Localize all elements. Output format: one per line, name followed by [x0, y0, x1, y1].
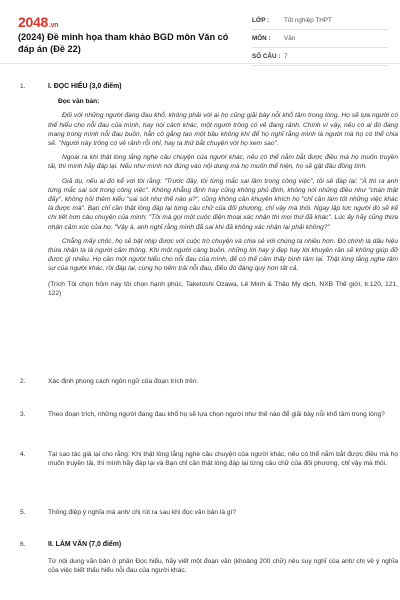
- question-number: 1.: [20, 83, 26, 90]
- meta-value: Tốt nghiệp THPT: [284, 17, 332, 24]
- passage-paragraph: Giả dụ, nếu ai đó kể với tôi rằng: "Trước đây, tôi từng mắc sai lầm trong công việc", tôi sẽ đáp lại: "À thì ra anh từng mắc sai sót trong công việc". Không khẳng định hay cũng không phủ định, không nói những điều như "chán thật đấy", không hỏi thêm kiểu "sai sót như thế nào ạ?", cũng không cần khuyên khích họ "chỉ cần làm tốt những việc khác là được mà". Bạn chỉ cần thật lòng đáp lại từng câu chữ của đối phương, chỉ vậy mà thôi. Ngay lập tức người đó sẽ kể chi tiết hơn câu chuyện của mình: "Tôi mà gọi một cuộc điện thoại xác nhận thì mọi thứ đã khác". Lúc ấy hãy cũng thừa nhận cảm xúc của họ: "Vậy à, anh nghĩ rằng mình đã sai khi đã không xác nhận lại phải không?": [48, 177, 398, 231]
- meta-value: 7: [284, 53, 288, 60]
- question-number: 3.: [20, 411, 26, 418]
- logo-text: 2048: [18, 14, 48, 30]
- question-text: Theo đoạn trích, những người đang đau khổ họ sẽ lựa chọn người như thế nào để giãi bày nỗi khổ tâm trong lòng?: [48, 411, 385, 418]
- question-text: Thông điệp ý nghĩa mà anh/ chị rút ra sau khi đọc văn bản là gì?: [48, 509, 237, 516]
- question-body: [48, 82, 398, 298]
- question-number: 2.: [20, 378, 26, 385]
- section-heading: I. ĐỌC HIỂU (3,0 điểm): [48, 83, 122, 90]
- passage-source: (Trích Tôi chọn hôm nay tôi chọn hạnh phúc, Taketoshi Ozawa, Lê Minh & Thảo My dịch, NXB Thế giới, tr.120, 121, 122): [48, 280, 398, 297]
- meta-row-count: [252, 48, 388, 66]
- passage-paragraph: Chẳng mấy chốc, họ sẽ bật nhịp được với cuộc trò chuyện và chia sẻ với chúng ta nhiều hơn. Đó chính là dấu hiệu thừa nhận ta là người cảm thông. Khi một người càng buồn, những lời hay ý đẹp hay lời khuyên răn sẽ không giúp đỡ được gì nhiều. Họ cần một người hiểu cho nỗi đau của mình, để có thể cảm thấy bình tâm lại. Thật lòng lắng nghe tâm sự của người khác, rồi đáp lại, cùng họ nếm trải nỗi đau, điều đó đáng quý hơn tất cả.: [48, 237, 398, 273]
- document-title: (2024) Đề minh họa tham khảo BGD môn Văn có đáp án (Đề 22): [18, 32, 229, 54]
- section-heading: II. LÀM VĂN (7,0 điểm): [48, 541, 122, 548]
- section-subheading: Đọc văn bản:: [58, 98, 100, 106]
- meta-row-subject: [252, 30, 388, 48]
- question-body: [48, 540, 398, 576]
- question-number: 6.: [20, 541, 26, 548]
- document-header: [0, 0, 400, 64]
- question-text: Xác định phong cách ngôn ngữ của đoạn trích trên.: [48, 378, 199, 385]
- meta-row-class: [252, 12, 388, 30]
- question-text: Tại sao tác giả lại cho rằng: Khi thật lòng lắng nghe câu chuyện của người khác, nếu có thể nắm bắt được điều mà họ muốn truyền tải, thì mình hãy đáp lại và Bạn chỉ cần thật lòng đáp lại từng câu chữ của đối phương, chỉ vậy mà thôi.: [48, 451, 398, 468]
- passage-paragraph: Đối với những người đang đau khổ, không phải với ai họ cũng giãi bày nỗi khổ tâm trong lòng. Họ sẽ lựa người có thể hiểu cho nỗi đau của mình, hay nói cách khác, một người trông có vẻ đang rảnh. Chính vì vậy, nếu có ai đó đang mang trong mình nỗi đau buồn, hẳn cô gắng tạo một bầu không khí để họ nghĩ rằng mình là người mà họ có thể chia sẻ. "Người này trông có vẻ rảnh rỗi nhỉ, hay ta thử bắt chuyện với họ xem sao".: [48, 112, 398, 148]
- meta-key: MÔN :: [252, 35, 271, 42]
- question-number: 4.: [20, 451, 26, 458]
- meta-table: [252, 12, 388, 66]
- meta-key: SỐ CÂU :: [252, 53, 281, 60]
- site-logo[interactable]: [18, 14, 58, 30]
- logo-suffix: .vn: [48, 22, 59, 29]
- question-text: Từ nội dung văn bản ở phần Đọc hiểu, hãy viết một đoạn văn (khoảng 200 chữ) nêu suy nghĩ của anh/ chị về ý nghĩa của việc biết thấu hiểu nỗi đau của người khác.: [48, 558, 398, 575]
- question-number: 5.: [20, 509, 26, 516]
- meta-value: Văn: [284, 35, 296, 42]
- meta-key: LỚP :: [252, 17, 270, 24]
- passage-paragraph: Ngoài ra khi thật lòng lắng nghe câu chuyện của người khác, nếu có thể nắm bắt được điều mà họ muốn truyền tải, thì mình hãy đáp lại. Nếu như mình nói đúng vào nội dung mà họ muốn thể hiện, họ sẽ gật đầu đồng tình.: [48, 154, 398, 171]
